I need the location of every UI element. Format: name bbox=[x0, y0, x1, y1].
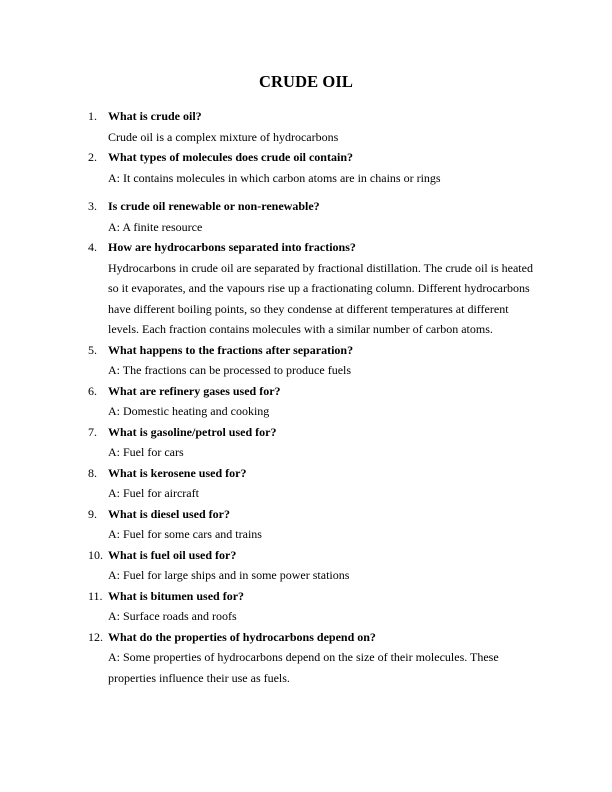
answer-text: A: The fractions can be processed to produce fuels bbox=[108, 363, 352, 377]
answer-text: A: Surface roads and roofs bbox=[108, 609, 237, 623]
answer-text: A: Fuel for aircraft bbox=[108, 486, 199, 500]
item-body bbox=[108, 586, 538, 627]
question-text: What is diesel used for? bbox=[108, 506, 231, 521]
item-body bbox=[108, 106, 538, 147]
item-body bbox=[108, 545, 538, 586]
question-text: What are refinery gases used for? bbox=[108, 383, 281, 398]
item-number: 12. bbox=[88, 629, 103, 644]
item-number: 11. bbox=[88, 588, 103, 603]
question-text: How are hydrocarbons separated into fractions? bbox=[108, 240, 356, 254]
question-text: What is crude oil? bbox=[108, 109, 202, 123]
question-text: What is fuel oil used for? bbox=[108, 547, 237, 562]
question-text: What types of molecules does crude oil contain? bbox=[108, 150, 353, 164]
list-item bbox=[0, 340, 612, 381]
list-item bbox=[0, 504, 612, 545]
question-text: What is bitumen used for? bbox=[108, 588, 245, 603]
question-text: Is crude oil renewable or non-renewable? bbox=[108, 199, 320, 213]
item-number: 10. bbox=[88, 547, 103, 562]
list-item bbox=[0, 381, 612, 422]
answer-text: Crude oil is a complex mixture of hydrocarbons bbox=[108, 129, 339, 144]
answer-text: A: A finite resource bbox=[108, 219, 203, 234]
item-number: 8. bbox=[88, 465, 97, 480]
item-number: 4. bbox=[88, 240, 97, 254]
item-number: 2. bbox=[88, 150, 97, 164]
question-text: What is kerosene used for? bbox=[108, 465, 247, 480]
answer-text: A: It contains molecules in which carbon atoms are in chains or rings bbox=[108, 170, 441, 185]
list-item bbox=[0, 627, 612, 689]
item-body bbox=[108, 381, 538, 422]
question-text: What do the properties of hydrocarbons depend on? bbox=[108, 629, 376, 644]
answer-text: A: Some properties of hydrocarbons depend on the size of their molecules. These properties influence their use as fuels. bbox=[108, 650, 499, 685]
item-number: 7. bbox=[88, 424, 97, 439]
question-text: What is gasoline/petrol used for? bbox=[108, 424, 277, 439]
answer-text: A: Domestic heating and cooking bbox=[108, 404, 270, 418]
list-item bbox=[0, 545, 612, 586]
list-item bbox=[0, 106, 612, 147]
item-body bbox=[108, 627, 538, 689]
answer-text: Hydrocarbons in crude oil are separated by fractional distillation. The crude oil is heated so it evaporates, and the vapours rise up a fractionating column. Different hydrocarbons have different boiling points, so they condense at different temperatures at different levels. Each fraction contains molecules with a similar number of carbon atoms. bbox=[108, 260, 533, 336]
item-number: 5. bbox=[88, 342, 97, 357]
answer-text: A: Fuel for some cars and trains bbox=[108, 527, 262, 541]
item-body bbox=[108, 340, 538, 381]
list-item bbox=[0, 196, 612, 237]
item-body bbox=[108, 504, 538, 545]
answer-text: A: Fuel for cars bbox=[108, 445, 184, 459]
item-number: 6. bbox=[88, 383, 97, 398]
answer-text: A: Fuel for large ships and in some power stations bbox=[108, 568, 350, 582]
item-body bbox=[108, 237, 538, 340]
list-item bbox=[0, 463, 612, 504]
question-text: What happens to the fractions after separation? bbox=[108, 342, 354, 357]
item-number: 9. bbox=[88, 506, 97, 521]
item-body bbox=[108, 147, 538, 188]
list-item bbox=[0, 237, 612, 340]
item-number: 3. bbox=[88, 199, 97, 213]
item-number: 1. bbox=[88, 109, 97, 123]
list-item bbox=[0, 147, 612, 188]
item-body bbox=[108, 422, 538, 463]
page-title: CRUDE OIL bbox=[259, 72, 353, 91]
list-item bbox=[0, 586, 612, 627]
item-body bbox=[108, 463, 538, 504]
item-body bbox=[108, 196, 538, 237]
list-item bbox=[0, 422, 612, 463]
question-list bbox=[0, 106, 612, 688]
